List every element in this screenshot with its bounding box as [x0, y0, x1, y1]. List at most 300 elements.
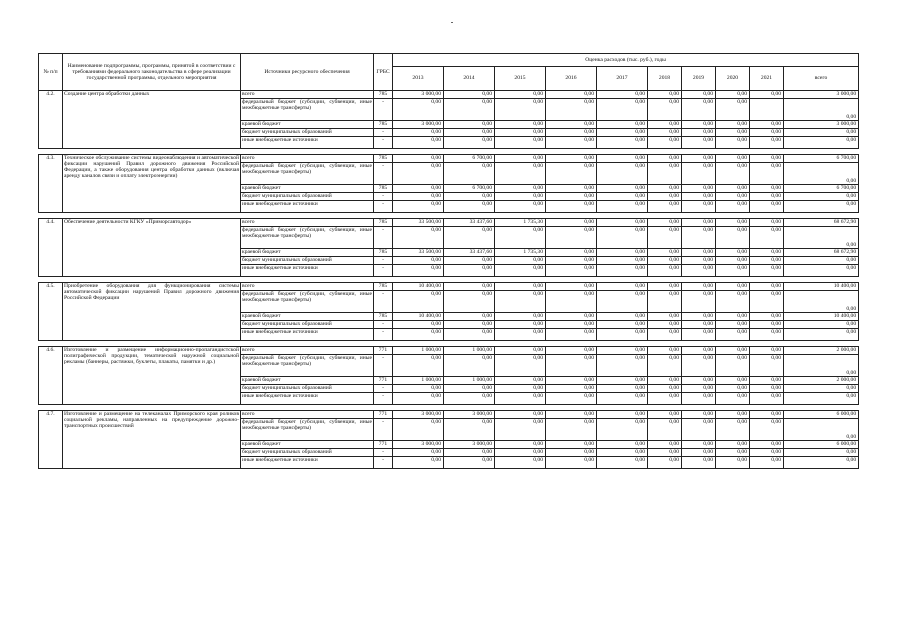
year-value: 0,00: [597, 355, 648, 377]
total-value: 68 672,90: [784, 219, 859, 227]
year-value: 0,00: [750, 457, 784, 469]
total-value: 0,00: [784, 329, 859, 341]
year-value: 0,00: [716, 193, 750, 201]
year-value: 0,00: [393, 155, 444, 163]
year-value: 0,00: [716, 129, 750, 137]
year-value: 0,00: [597, 155, 648, 163]
year-value: 0,00: [716, 121, 750, 129]
year-value: 0,00: [444, 163, 495, 185]
year-value: 33 437,60: [444, 219, 495, 227]
grbs-code: -: [374, 419, 393, 441]
grbs-code: -: [374, 129, 393, 137]
total-value: 0,00: [784, 129, 859, 137]
year-value: 0,00: [495, 457, 546, 469]
grbs-code: -: [374, 457, 393, 469]
year-value: 0,00: [750, 355, 784, 377]
year-value: 0,00: [546, 347, 597, 355]
year-value: 0,00: [444, 393, 495, 405]
year-value: 0,00: [750, 313, 784, 321]
year-value: 0,00: [597, 137, 648, 149]
activity-title: Создание центра обработки данных: [63, 91, 241, 149]
year-value: 0,00: [648, 291, 682, 313]
year-value: 3 000,00: [444, 411, 495, 419]
row-number: 4.6.: [39, 347, 63, 405]
table-header: [39, 54, 859, 91]
funding-source: бюджет муниципальных образований: [241, 129, 374, 137]
year-value: 0,00: [648, 137, 682, 149]
year-value: 0,00: [546, 227, 597, 249]
year-value: 0,00: [682, 385, 716, 393]
year-value: 0,00: [597, 291, 648, 313]
year-value: 3 000,00: [393, 441, 444, 449]
year-value: 0,00: [546, 257, 597, 265]
grbs-code: 771: [374, 441, 393, 449]
year-value: 0,00: [750, 185, 784, 193]
year-value: 0,00: [682, 457, 716, 469]
year-value: 0,00: [682, 137, 716, 149]
year-value: 3 000,00: [393, 91, 444, 99]
year-value: 0,00: [597, 313, 648, 321]
year-value: 0,00: [393, 129, 444, 137]
scan-speck: [451, 22, 453, 23]
year-value: 0,00: [750, 419, 784, 441]
year-value: 0,00: [495, 321, 546, 329]
year-value: 0,00: [444, 449, 495, 457]
year-value: 0,00: [750, 283, 784, 291]
total-value: 6 000,00: [784, 441, 859, 449]
year-value: 0,00: [495, 329, 546, 341]
year-value: 0,00: [716, 385, 750, 393]
year-value: 0,00: [682, 193, 716, 201]
year-value: 0,00: [597, 219, 648, 227]
year-value: 0,00: [682, 163, 716, 185]
year-value: 0,00: [716, 441, 750, 449]
total-value: 6 700,00: [784, 155, 859, 163]
row-number: 4.2.: [39, 91, 63, 149]
year-value: 33 437,60: [444, 249, 495, 257]
funding-source: всего: [241, 283, 374, 291]
year-value: 0,00: [597, 185, 648, 193]
year-value: 0,00: [716, 163, 750, 185]
year-value: 10 400,00: [393, 313, 444, 321]
year-value: 0,00: [444, 193, 495, 201]
year-value: 0,00: [648, 355, 682, 377]
year-value: 0,00: [495, 291, 546, 313]
year-value: 0,00: [495, 393, 546, 405]
year-value: 0,00: [393, 449, 444, 457]
year-value: 0,00: [750, 377, 784, 385]
header-grbs: ГРБС: [374, 54, 393, 91]
year-value: 0,00: [495, 137, 546, 149]
year-value: 0,00: [648, 193, 682, 201]
funding-source: всего: [241, 91, 374, 99]
total-value: 0,00: [784, 163, 859, 185]
year-value: 0,00: [750, 91, 784, 99]
funding-source: иные внебюджетные источники: [241, 137, 374, 149]
year-value: 0,00: [750, 219, 784, 227]
funding-source: федеральный бюджет (субсидии, субвенции, иные межбюджетные трансферты): [241, 291, 374, 313]
year-value: 0,00: [750, 411, 784, 419]
year-value: 0,00: [393, 227, 444, 249]
year-value: 0,00: [597, 121, 648, 129]
activity-title: Обеспечение деятельности КГКУ «Приморсавтодор»: [63, 219, 241, 277]
year-value: 0,00: [495, 385, 546, 393]
year-value: 0,00: [495, 227, 546, 249]
year-value: 0,00: [597, 193, 648, 201]
funding-source: краевой бюджет: [241, 121, 374, 129]
year-value: 0,00: [495, 155, 546, 163]
year-value: 0,00: [546, 249, 597, 257]
year-value: 0,00: [750, 347, 784, 355]
total-value: 0,00: [784, 291, 859, 313]
year-value: 0,00: [597, 163, 648, 185]
total-value: 0,00: [784, 419, 859, 441]
total-value: 0,00: [784, 385, 859, 393]
activity-title: Изготовление и размещение информационно-пропагандистской полиграфической продукции, тематической наружной социальной рекламы (баннеры, растяжки, буклеты, плакаты, памятки и др.): [63, 347, 241, 405]
year-value: 0,00: [716, 291, 750, 313]
year-value: 0,00: [597, 91, 648, 99]
year-value: 0,00: [546, 185, 597, 193]
grbs-code: -: [374, 393, 393, 405]
year-value: 0,00: [648, 347, 682, 355]
year-value: 0,00: [393, 321, 444, 329]
year-value: 0,00: [716, 265, 750, 277]
year-value: 0,00: [597, 99, 648, 121]
year-value: 0,00: [682, 219, 716, 227]
header-name: Наименование подпрограммы, программы, принятой в соответствии с требованиями федерального законодательства в сфере реализации государственной программы, отдельного мероприятия: [63, 54, 241, 91]
total-value: 68 672,90: [784, 249, 859, 257]
table-body: [39, 91, 859, 469]
funding-source: федеральный бюджет (субсидии, субвенции, иные межбюджетные трансферты): [241, 99, 374, 121]
year-value: 0,00: [750, 265, 784, 277]
header-year: 2017: [597, 67, 648, 91]
grbs-code: -: [374, 449, 393, 457]
funding-source: бюджет муниципальных образований: [241, 193, 374, 201]
total-value: 0,00: [784, 457, 859, 469]
activity-title: Приобретение оборудования для функционирования системы автоматической фиксации нарушений Правил дорожного движения Российской Федерации: [63, 283, 241, 341]
funding-source: иные внебюджетные источники: [241, 201, 374, 213]
funding-source: федеральный бюджет (субсидии, субвенции, иные межбюджетные трансферты): [241, 163, 374, 185]
year-value: 0,00: [393, 265, 444, 277]
header-year: 2015: [495, 67, 546, 91]
year-value: 0,00: [546, 457, 597, 469]
year-value: 10 400,00: [393, 283, 444, 291]
year-value: 0,00: [495, 419, 546, 441]
year-value: 0,00: [546, 201, 597, 213]
year-value: 1 000,00: [444, 377, 495, 385]
year-value: 0,00: [648, 265, 682, 277]
funding-source: бюджет муниципальных образований: [241, 449, 374, 457]
grbs-code: 771: [374, 377, 393, 385]
total-value: 0,00: [784, 449, 859, 457]
year-value: 0,00: [444, 329, 495, 341]
year-value: 0,00: [716, 283, 750, 291]
funding-source: бюджет муниципальных образований: [241, 257, 374, 265]
year-value: 0,00: [716, 457, 750, 469]
year-value: 0,00: [597, 411, 648, 419]
funding-source: федеральный бюджет (субсидии, субвенции, иные межбюджетные трансферты): [241, 227, 374, 249]
year-value: 0,00: [546, 121, 597, 129]
year-value: 0,00: [546, 313, 597, 321]
header-year: 2016: [546, 67, 597, 91]
year-value: 0,00: [648, 321, 682, 329]
year-value: 0,00: [444, 283, 495, 291]
grbs-code: -: [374, 265, 393, 277]
year-value: 1 735,30: [495, 219, 546, 227]
year-value: 0,00: [495, 163, 546, 185]
year-value: 0,00: [750, 137, 784, 149]
total-value: 10 400,00: [784, 313, 859, 321]
year-value: 0,00: [682, 283, 716, 291]
year-value: 0,00: [597, 385, 648, 393]
year-value: 0,00: [682, 99, 716, 121]
year-value: 0,00: [648, 329, 682, 341]
grbs-code: 771: [374, 347, 393, 355]
total-value: 0,00: [784, 193, 859, 201]
year-value: 1 000,00: [393, 377, 444, 385]
year-value: 0,00: [648, 411, 682, 419]
year-value: 0,00: [648, 257, 682, 265]
year-value: 0,00: [682, 419, 716, 441]
year-value: 0,00: [716, 347, 750, 355]
year-value: 0,00: [546, 385, 597, 393]
year-value: 0,00: [495, 411, 546, 419]
year-value: 0,00: [495, 185, 546, 193]
year-value: 0,00: [597, 419, 648, 441]
year-value: 0,00: [444, 227, 495, 249]
header-source: Источники ресурсного обеспечения: [241, 54, 374, 91]
year-value: 1 000,00: [393, 347, 444, 355]
year-value: 0,00: [750, 249, 784, 257]
year-value: 0,00: [682, 449, 716, 457]
year-value: 0,00: [716, 419, 750, 441]
year-value: 0,00: [716, 91, 750, 99]
year-value: 0,00: [597, 457, 648, 469]
year-value: 0,00: [716, 355, 750, 377]
year-value: 0,00: [546, 99, 597, 121]
year-value: 0,00: [597, 249, 648, 257]
year-value: 0,00: [444, 99, 495, 121]
year-value: 0,00: [682, 155, 716, 163]
table-row: [39, 155, 859, 163]
year-value: 1 735,30: [495, 249, 546, 257]
year-value: 0,00: [546, 329, 597, 341]
year-value: 0,00: [444, 201, 495, 213]
year-value: 0,00: [648, 99, 682, 121]
year-value: 0,00: [682, 411, 716, 419]
year-value: 0,00: [648, 385, 682, 393]
year-value: 0,00: [716, 329, 750, 341]
total-value: 0,00: [784, 265, 859, 277]
year-value: 3 000,00: [444, 441, 495, 449]
grbs-code: -: [374, 291, 393, 313]
year-value: 0,00: [495, 283, 546, 291]
total-value: 0,00: [784, 227, 859, 249]
year-value: 0,00: [648, 419, 682, 441]
year-value: 0,00: [716, 185, 750, 193]
year-value: 0,00: [495, 449, 546, 457]
year-value: 0,00: [546, 265, 597, 277]
year-value: 0,00: [495, 129, 546, 137]
year-value: 0,00: [750, 163, 784, 185]
year-value: 0,00: [716, 411, 750, 419]
year-value: 0,00: [495, 193, 546, 201]
year-value: 0,00: [682, 121, 716, 129]
year-value: 3 000,00: [393, 411, 444, 419]
year-value: 0,00: [682, 313, 716, 321]
year-value: 0,00: [648, 249, 682, 257]
year-value: 0,00: [393, 419, 444, 441]
funding-source: иные внебюджетные источники: [241, 265, 374, 277]
year-value: 0,00: [682, 321, 716, 329]
grbs-code: -: [374, 193, 393, 201]
year-value: 0,00: [495, 201, 546, 213]
year-value: 0,00: [682, 355, 716, 377]
year-value: 0,00: [716, 219, 750, 227]
grbs-code: 785: [374, 283, 393, 291]
year-value: 0,00: [648, 219, 682, 227]
grbs-code: 785: [374, 313, 393, 321]
funding-source: федеральный бюджет (субсидии, субвенции, иные межбюджетные трансферты): [241, 419, 374, 441]
year-value: 0,00: [682, 291, 716, 313]
row-number: 4.7.: [39, 411, 63, 469]
year-value: 0,00: [716, 257, 750, 265]
year-value: 0,00: [444, 457, 495, 469]
activity-title: Изготовление и размещение на телеканалах Приморского края роликов социальной рекламы, направленных на предупреждение дорожно-транспортных происшествий: [63, 411, 241, 469]
grbs-code: 785: [374, 155, 393, 163]
year-value: 0,00: [682, 91, 716, 99]
year-value: 6 700,00: [444, 185, 495, 193]
year-value: 0,00: [682, 347, 716, 355]
year-value: 0,00: [393, 291, 444, 313]
year-value: 0,00: [597, 377, 648, 385]
grbs-code: -: [374, 227, 393, 249]
year-value: 0,00: [597, 227, 648, 249]
year-value: 0,00: [597, 441, 648, 449]
total-value: 10 400,00: [784, 283, 859, 291]
year-value: 0,00: [750, 449, 784, 457]
total-value: 0,00: [784, 393, 859, 405]
year-value: 3 000,00: [393, 121, 444, 129]
funding-source: всего: [241, 347, 374, 355]
total-value: 0,00: [784, 137, 859, 149]
year-value: 0,00: [495, 265, 546, 277]
funding-source: иные внебюджетные источники: [241, 457, 374, 469]
total-value: 0,00: [784, 201, 859, 213]
header-year: 2013: [393, 67, 444, 91]
funding-source: краевой бюджет: [241, 249, 374, 257]
year-value: 0,00: [682, 257, 716, 265]
year-value: 0,00: [750, 121, 784, 129]
header-estimate: Оценка расходов (тыс. руб.), годы: [393, 54, 859, 67]
year-value: 0,00: [648, 457, 682, 469]
year-value: 0,00: [597, 129, 648, 137]
year-value: 0,00: [682, 393, 716, 405]
year-value: 0,00: [444, 91, 495, 99]
header-year: 2020: [716, 67, 750, 91]
total-value: 6 700,00: [784, 185, 859, 193]
year-value: 0,00: [546, 393, 597, 405]
year-value: 0,00: [495, 121, 546, 129]
year-value: 0,00: [393, 99, 444, 121]
grbs-code: 785: [374, 91, 393, 99]
year-value: 0,00: [393, 193, 444, 201]
year-value: 0,00: [648, 201, 682, 213]
total-value: 3 000,00: [784, 91, 859, 99]
table-row: [39, 347, 859, 355]
row-number: 4.4.: [39, 219, 63, 277]
year-value: 0,00: [495, 377, 546, 385]
year-value: 0,00: [648, 163, 682, 185]
year-value: 0,00: [648, 313, 682, 321]
year-value: 0,00: [597, 265, 648, 277]
grbs-code: -: [374, 329, 393, 341]
total-value: 0,00: [784, 321, 859, 329]
total-value: 0,00: [784, 257, 859, 265]
header-year: 2021: [750, 67, 784, 91]
year-value: 0,00: [546, 355, 597, 377]
year-value: 0,00: [597, 201, 648, 213]
year-value: 0,00: [393, 163, 444, 185]
year-value: 0,00: [597, 257, 648, 265]
year-value: 0,00: [682, 249, 716, 257]
year-value: 0,00: [682, 329, 716, 341]
year-value: 0,00: [716, 313, 750, 321]
grbs-code: 785: [374, 249, 393, 257]
funding-source: иные внебюджетные источники: [241, 329, 374, 341]
grbs-code: 785: [374, 219, 393, 227]
budget-sheet: [38, 53, 858, 469]
year-value: 0,00: [750, 193, 784, 201]
year-value: 0,00: [682, 185, 716, 193]
grbs-code: -: [374, 137, 393, 149]
year-value: 1 000,00: [444, 347, 495, 355]
grbs-code: -: [374, 257, 393, 265]
year-value: 0,00: [682, 201, 716, 213]
year-value: 0,00: [716, 99, 750, 121]
year-value: 0,00: [750, 257, 784, 265]
funding-source: бюджет муниципальных образований: [241, 385, 374, 393]
funding-source: всего: [241, 219, 374, 227]
year-value: 0,00: [750, 201, 784, 213]
activity-title: Техническое обслуживание системы видеонаблюдения и автоматической фиксации нарушений Правил дорожного движения Российской Федерации, а также оборудования центра обработки данных (включая аренду каналов связи и оплату электроэнергии): [63, 155, 241, 213]
year-value: 0,00: [495, 257, 546, 265]
total-value: 6 000,00: [784, 411, 859, 419]
year-value: 0,00: [444, 265, 495, 277]
year-value: 0,00: [682, 265, 716, 277]
year-value: 0,00: [648, 283, 682, 291]
year-value: 0,00: [716, 321, 750, 329]
total-value: 0,00: [784, 99, 859, 121]
table-row: [39, 283, 859, 291]
year-value: 0,00: [393, 355, 444, 377]
grbs-code: 785: [374, 121, 393, 129]
year-value: 0,00: [546, 91, 597, 99]
year-value: 0,00: [495, 91, 546, 99]
year-value: 0,00: [750, 291, 784, 313]
year-value: 0,00: [444, 385, 495, 393]
year-value: 0,00: [546, 377, 597, 385]
year-value: 0,00: [716, 393, 750, 405]
year-value: 0,00: [393, 257, 444, 265]
header-year: 2018: [648, 67, 682, 91]
year-value: 0,00: [682, 441, 716, 449]
grbs-code: -: [374, 99, 393, 121]
year-value: [750, 99, 784, 121]
year-value: 0,00: [648, 449, 682, 457]
header-year: 2019: [682, 67, 716, 91]
year-value: 0,00: [597, 321, 648, 329]
